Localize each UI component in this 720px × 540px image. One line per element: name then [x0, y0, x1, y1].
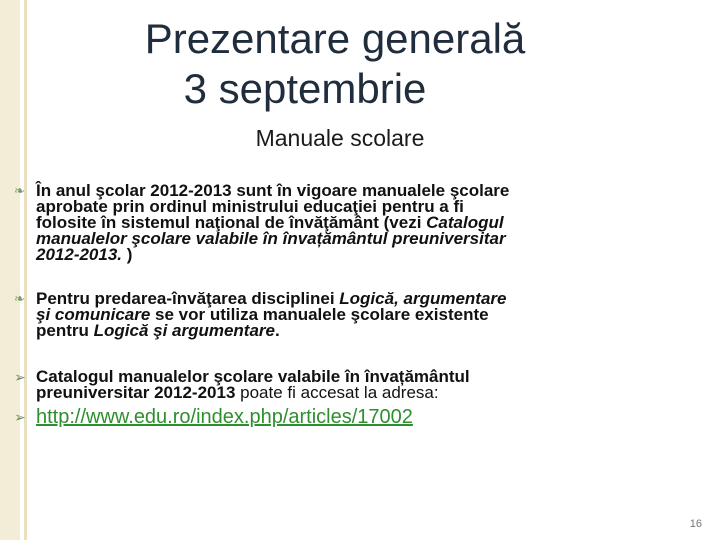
list-item-catalog [14, 369, 704, 401]
item-line: În anul şcolar 2012-2013 sunt în vigoare manualele şcolare [36, 181, 510, 200]
item-line [36, 231, 704, 247]
item-line [36, 323, 704, 339]
item-text: pentru [36, 321, 94, 340]
item-text: poate fi accesat la adresa: [235, 383, 439, 402]
page-number: 16 [689, 518, 702, 530]
item-text: se vor utiliza manualele şcolare existente [150, 305, 489, 324]
item-italic-text: şi comunicare [36, 305, 151, 324]
item-text: preuniversitar 2012-2013 [36, 383, 236, 402]
catalog-link[interactable]: http://www.edu.ro/index.php/articles/17002 [36, 406, 413, 428]
title-line-1: Prezentare generală [144, 15, 526, 62]
item-italic-text: 2012-2013. [36, 245, 123, 264]
swirl-bullet-icon: ❧ [14, 183, 25, 198]
content-list [14, 183, 704, 426]
item-italic-text: Logică, argumentare [339, 289, 507, 308]
item-line [36, 247, 704, 263]
list-item-in-vigoare [14, 183, 704, 263]
arrow-bullet-icon: ➢ [14, 409, 26, 425]
page-title [50, 14, 620, 114]
list-item-logica [14, 291, 704, 339]
item-line: aprobate prin ordinul ministrului educaţiei pentru a fi [36, 197, 464, 216]
item-italic-text: Catalogul [426, 213, 504, 232]
list-item-link [14, 406, 704, 428]
item-text: folosite în sistemul naţional de învăţământ (vezi [36, 213, 427, 232]
item-italic-text: Logică şi argumentare [93, 321, 275, 340]
title-line-2: 3 septembrie [183, 65, 427, 112]
item-italic-text: manualelor şcolare valabile în învațământul preuniversitar [36, 229, 506, 248]
swirl-bullet-icon: ❧ [14, 291, 25, 306]
item-text: ) [122, 245, 133, 264]
item-text: Pentru predarea-învăţarea disciplinei [36, 289, 340, 308]
item-text: . [275, 321, 280, 340]
arrow-bullet-icon: ➢ [14, 369, 26, 385]
item-line [36, 385, 704, 401]
item-line: Catalogul manualelor şcolare valabile în învațământul [36, 367, 470, 386]
subtitle: Manuale scolare [255, 125, 425, 151]
